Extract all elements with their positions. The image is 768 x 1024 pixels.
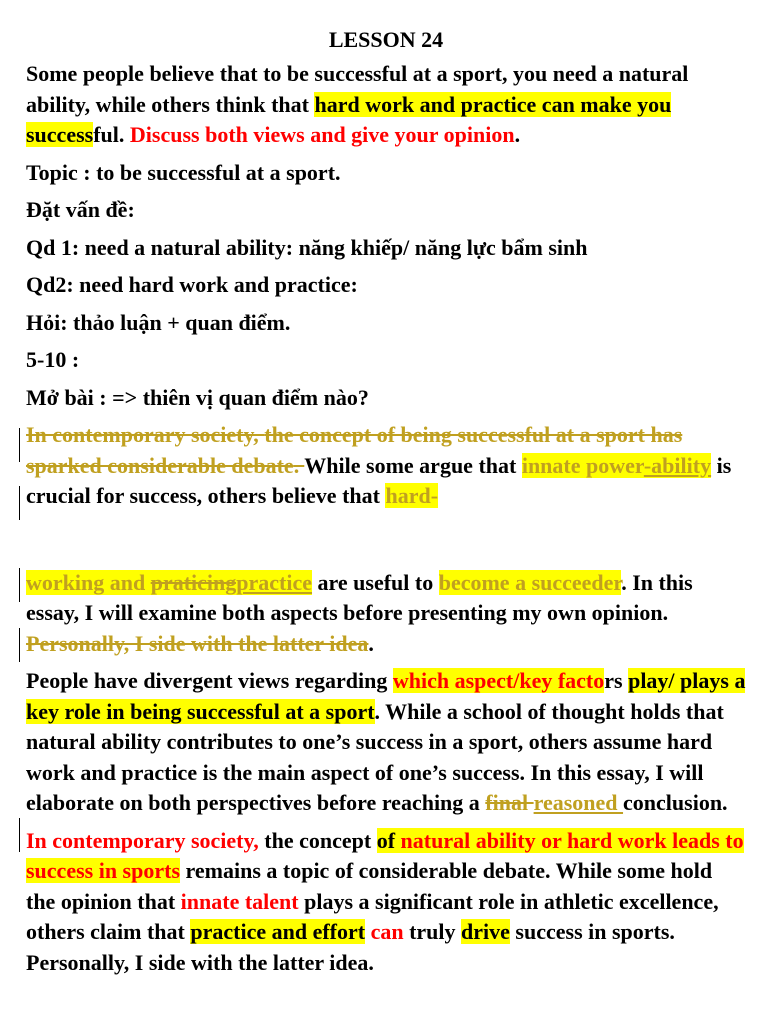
note-range: 5-10 : <box>26 347 80 372</box>
document-page <box>26 24 746 985</box>
page-gap <box>26 519 746 568</box>
note-view-1: Qd 1: need a natural ability: năng khiếp/ năng lực bẩm sinh <box>26 234 588 260</box>
intro-paragraph-3: In contemporary society, the concept of natural ability or hard work leads to success in sports remains a topic of considerable debate. While some hold the opinion that innate talent plays a significant role in athletic excellence, others claim that practice and effort can truly drive success in sports. Personally, I side with the latter idea. <box>26 827 744 975</box>
revision-bar <box>19 428 20 462</box>
revision-bar <box>19 568 20 602</box>
note-view-2: Qd2: need hard work and practice: <box>26 272 358 297</box>
note-question: Hỏi: thảo luận + quan điểm. <box>26 309 291 335</box>
revision-bar <box>19 818 20 852</box>
intro-paragraph-1-cont: working and praticingpractice are useful to become a succeeder. In this essay, I will examine both aspects before presenting my own opinion. Personally, I side with the latter idea. <box>26 569 693 656</box>
revision-bar <box>19 486 20 520</box>
lesson-title: LESSON 24 <box>328 27 444 52</box>
intro-paragraph-1: In contemporary society, the concept of being successful at a sport has sparked considerable debate. While some argue that innate power-ability is crucial for success, others believe that hard- <box>26 422 732 508</box>
note-topic: Topic : to be successful at a sport. <box>26 159 341 185</box>
intro-paragraph-2: People have divergent views regarding which aspect/key factors play/ plays a key role in being successful at a sport. While a school of thought holds that natural ability contributes to one’s success in a sport, others assume hard work and practice is the main aspect of one’s success. In this essay, I will elaborate on both perspectives before reaching a final reasoned conclusion. <box>26 668 746 815</box>
revision-bar <box>19 628 20 662</box>
note-problem: Đặt vấn đề: <box>26 197 135 222</box>
note-intro: Mở bài : => thiên vị quan điểm nào? <box>26 384 369 410</box>
essay-prompt: Some people believe that to be successful at a sport, you need a natural ability, while others think that hard work and practice can make you successful. Discuss both views and give your opinion. <box>26 61 689 147</box>
